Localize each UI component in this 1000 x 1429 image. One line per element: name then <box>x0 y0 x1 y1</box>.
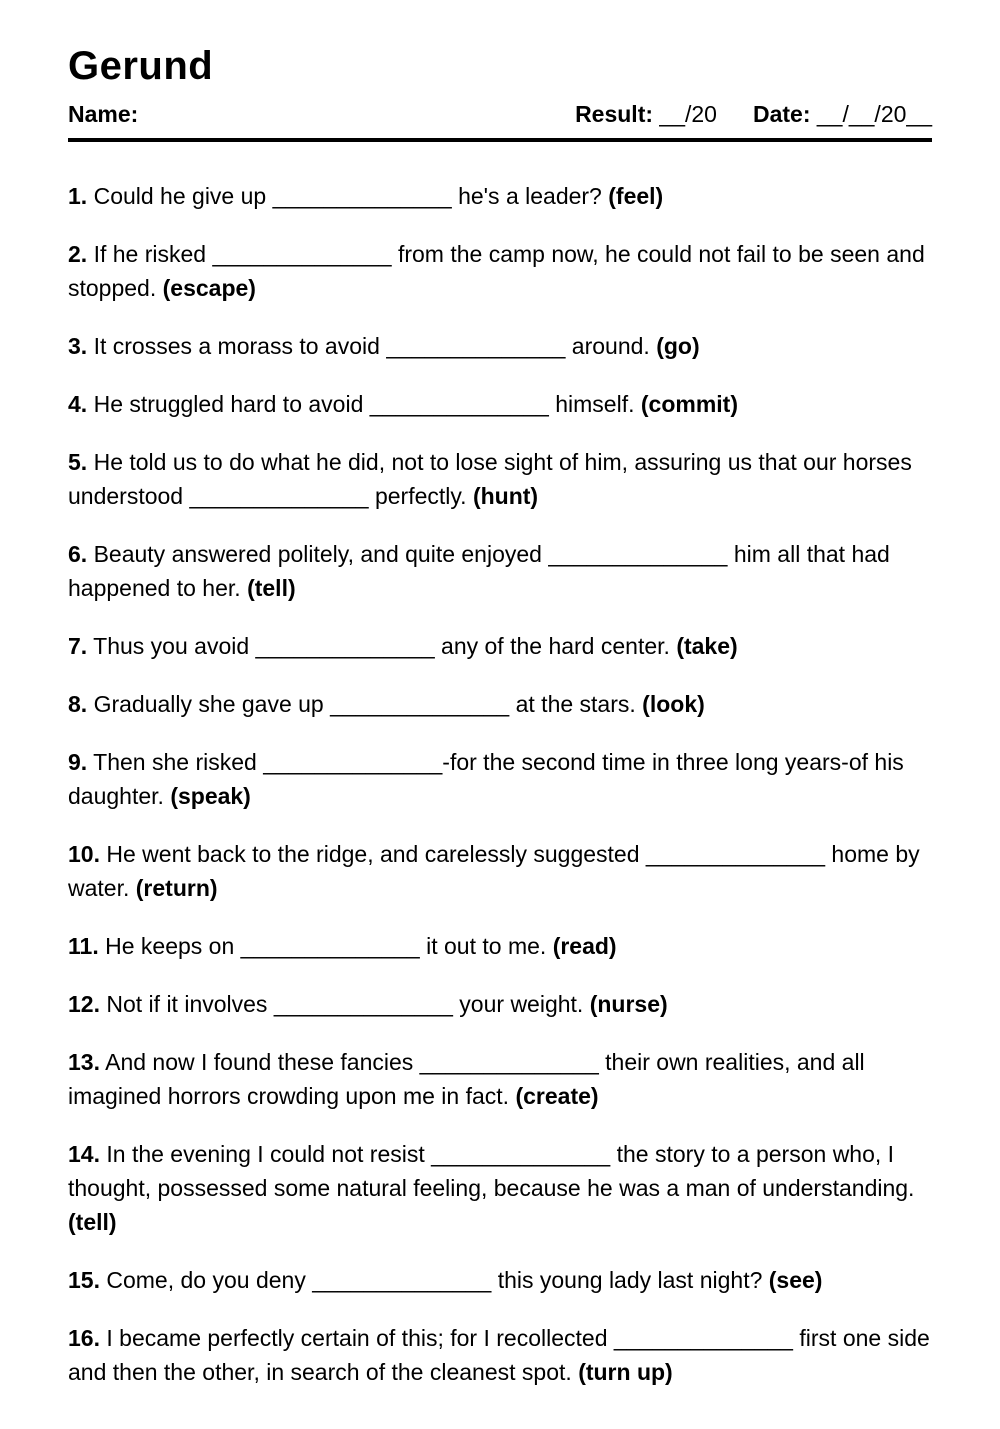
question-number: 10. <box>68 840 100 867</box>
questions-list <box>68 179 932 1389</box>
question-verb-hint: (tell) <box>247 574 296 601</box>
date-value: __/__/20__ <box>816 101 932 127</box>
answer-blank: ______________ <box>613 1324 793 1351</box>
answer-blank: ______________ <box>548 540 728 567</box>
question-number: 16. <box>68 1324 100 1351</box>
question-number: 7. <box>68 632 88 659</box>
answer-blank: ______________ <box>272 182 452 209</box>
answer-blank: ______________ <box>431 1140 611 1167</box>
question-item-9 <box>68 745 932 813</box>
question-text-before: Thus you avoid <box>87 632 256 659</box>
answer-blank: ______________ <box>255 632 435 659</box>
question-item-7 <box>68 629 932 663</box>
question-text-after: any of the hard center. <box>434 632 677 659</box>
question-text-before: Could he give up <box>87 182 273 209</box>
question-text-after: it out to me. <box>419 932 553 959</box>
date-group <box>753 101 932 129</box>
question-item-11 <box>68 929 932 963</box>
question-item-16 <box>68 1321 932 1389</box>
question-text-before: Gradually she gave up <box>87 690 331 717</box>
answer-blank: ______________ <box>645 840 826 867</box>
question-text-before: He told us to do what he did, not to lose sight of him, assuring us that our horses understood <box>68 448 912 509</box>
question-text-after: him all that had happened to her. <box>68 540 890 601</box>
answer-blank: ______________ <box>369 390 549 417</box>
question-text-before: It crosses a morass to avoid <box>87 332 387 359</box>
question-text-after: he's a leader? <box>451 182 609 209</box>
question-text-after: the story to a person who, I thought, possessed some natural feeling, because he was a man of understanding. <box>68 1140 915 1201</box>
answer-blank: ______________ <box>330 690 510 717</box>
question-item-6 <box>68 537 932 605</box>
question-text-after: at the stars. <box>509 690 643 717</box>
header-meta-row <box>68 101 932 142</box>
answer-blank: ______________ <box>240 932 420 959</box>
question-verb-hint: (create) <box>515 1082 599 1109</box>
question-text-after: from the camp now, he could not fail to be seen and stopped. <box>68 240 925 301</box>
date-label: Date: <box>752 101 811 127</box>
question-text-after: this young lady last night? <box>491 1266 769 1293</box>
question-verb-hint: (take) <box>676 632 738 659</box>
question-verb-hint: (look) <box>642 690 705 717</box>
question-number: 2. <box>68 240 88 267</box>
question-verb-hint: (see) <box>768 1266 823 1293</box>
question-text-after: himself. <box>548 390 641 417</box>
question-text-after: first one side and then the other, in search of the cleanest spot. <box>68 1324 930 1385</box>
question-number: 6. <box>68 540 88 567</box>
question-verb-hint: (escape) <box>162 274 256 301</box>
question-text-after: -for the second time in three long years-of his daughter. <box>68 748 904 809</box>
question-verb-hint: (tell) <box>68 1208 117 1235</box>
question-text-after: home by water. <box>68 840 920 901</box>
question-text-before: He struggled hard to avoid <box>87 390 370 417</box>
result-value: __/20 <box>659 101 717 127</box>
question-text-after: their own realities, and all imagined horrors crowding upon me in fact. <box>68 1048 865 1109</box>
question-text-after: perfectly. <box>368 482 473 509</box>
question-text-before: Then she risked <box>87 748 264 775</box>
question-number: 13. <box>68 1048 100 1075</box>
name-label: Name: <box>68 101 139 127</box>
question-verb-hint: (turn up) <box>578 1358 673 1385</box>
question-text-after: your weight. <box>452 990 590 1017</box>
question-text-before: Beauty answered politely, and quite enjoyed <box>87 540 549 567</box>
question-verb-hint: (commit) <box>640 390 738 417</box>
header-meta-right <box>575 101 932 129</box>
question-number: 1. <box>68 182 88 209</box>
question-number: 12. <box>68 990 100 1017</box>
answer-blank: ______________ <box>189 482 369 509</box>
question-item-15 <box>68 1263 932 1297</box>
question-item-3 <box>68 329 932 363</box>
answer-blank: ______________ <box>312 1266 492 1293</box>
question-text-before: And now I found these fancies <box>99 1048 420 1075</box>
question-item-13 <box>68 1045 932 1113</box>
answer-blank: ______________ <box>263 748 443 775</box>
answer-blank: ______________ <box>212 240 392 267</box>
question-number: 14. <box>68 1140 100 1167</box>
question-item-14 <box>68 1137 932 1239</box>
question-verb-hint: (speak) <box>170 782 251 809</box>
question-number: 9. <box>68 748 88 775</box>
question-number: 8. <box>68 690 88 717</box>
result-label: Result: <box>575 101 654 127</box>
question-item-1 <box>68 179 932 213</box>
question-verb-hint: (return) <box>135 874 218 901</box>
question-verb-hint: (go) <box>656 332 700 359</box>
page-title: Gerund <box>68 44 214 88</box>
question-number: 4. <box>68 390 88 417</box>
question-text-before: Not if it involves <box>99 990 274 1017</box>
question-text-before: If he risked <box>87 240 213 267</box>
question-number: 11. <box>68 932 99 959</box>
question-number: 3. <box>68 332 88 359</box>
question-number: 5. <box>68 448 88 475</box>
result-group <box>575 101 717 129</box>
question-verb-hint: (hunt) <box>472 482 539 509</box>
question-text-before: I became perfectly certain of this; for I recollected <box>99 1324 614 1351</box>
question-text-before: He keeps on <box>98 932 241 959</box>
question-item-8 <box>68 687 932 721</box>
question-text-after: around. <box>565 332 657 359</box>
question-item-4 <box>68 387 932 421</box>
answer-blank: ______________ <box>273 990 453 1017</box>
question-number: 15. <box>68 1266 100 1293</box>
answer-blank: ______________ <box>419 1048 599 1075</box>
answer-blank: ______________ <box>386 332 566 359</box>
question-item-2 <box>68 237 932 305</box>
question-item-5 <box>68 445 932 513</box>
question-text-before: In the evening I could not resist <box>99 1140 432 1167</box>
question-item-12 <box>68 987 932 1021</box>
question-text-before: He went back to the ridge, and carelessly suggested <box>99 840 646 867</box>
question-text-before: Come, do you deny <box>99 1266 313 1293</box>
question-verb-hint: (read) <box>552 932 617 959</box>
question-verb-hint: (nurse) <box>589 990 668 1017</box>
question-verb-hint: (feel) <box>608 182 664 209</box>
question-item-10 <box>68 837 932 905</box>
